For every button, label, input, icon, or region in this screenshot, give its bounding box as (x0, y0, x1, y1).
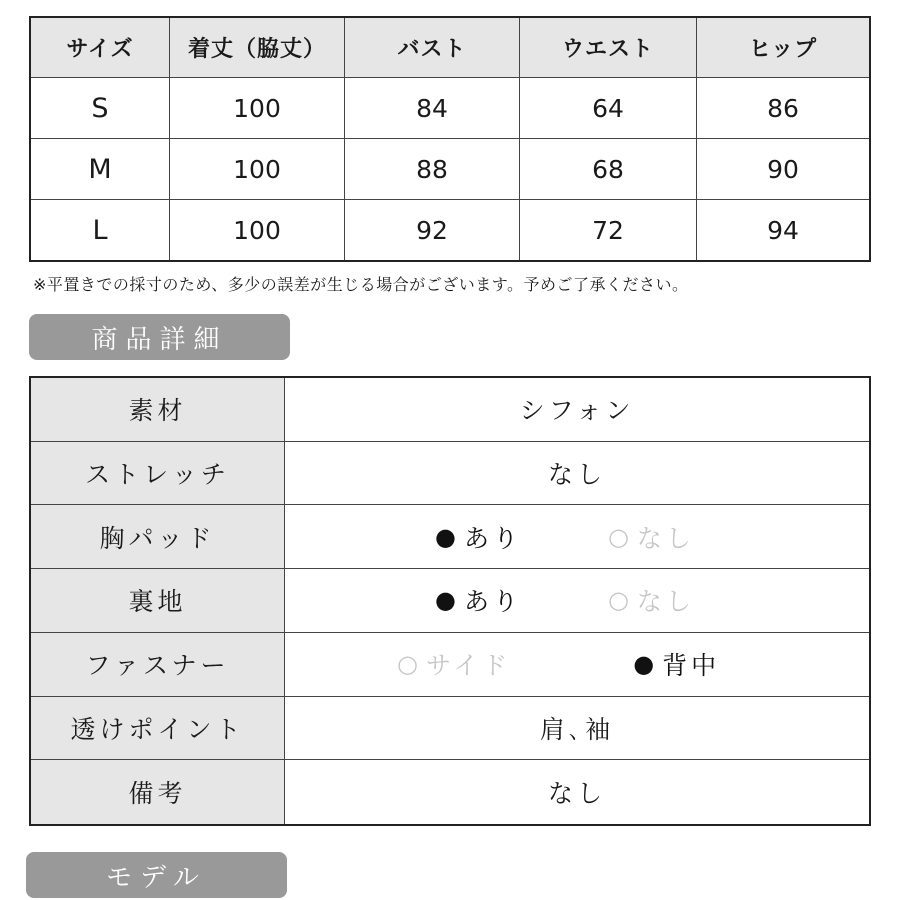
empty-circle-icon: ○ (607, 586, 633, 615)
detail-table (29, 376, 871, 826)
size-m-hip: 90 (697, 139, 869, 200)
material-label: 素材 (31, 378, 285, 442)
size-m-length: 100 (170, 139, 345, 200)
fastener-option-side (397, 646, 511, 682)
material-value: シフォン (285, 378, 869, 442)
chest-pad-option-no-text: なし (636, 523, 695, 553)
chest-pad-option-no (608, 519, 695, 555)
size-s-bust: 84 (345, 78, 520, 139)
fastener-option-side-text: サイド (425, 651, 512, 681)
fastener-option-back (633, 646, 720, 682)
size-s-label: S (31, 78, 170, 139)
filled-circle-icon: ● (435, 522, 460, 551)
stretch-label: ストレッチ (31, 442, 285, 506)
sheer-label: 透けポイント (31, 697, 285, 761)
sheer-value: 肩､袖 (285, 697, 869, 761)
header-waist: ウエスト (520, 18, 697, 78)
remarks-label: 備考 (31, 760, 285, 824)
size-s-length: 100 (170, 78, 345, 139)
size-table (29, 16, 871, 262)
lining-options (285, 569, 869, 633)
section-title-details: 商品詳細 (29, 314, 290, 360)
size-s-waist: 64 (520, 78, 697, 139)
fastener-option-back-text: 背中 (662, 651, 721, 681)
size-m-waist: 68 (520, 139, 697, 200)
header-length: 着丈（脇丈） (170, 18, 345, 78)
size-m-bust: 88 (345, 139, 520, 200)
size-s-hip: 86 (697, 78, 869, 139)
empty-circle-icon: ○ (397, 650, 422, 679)
chest-pad-option-yes-text: あり (463, 523, 522, 553)
remarks-value: なし (547, 779, 606, 809)
lining-option-yes-text: あり (463, 587, 522, 617)
lining-option-no-text: なし (636, 587, 695, 617)
size-l-waist: 72 (520, 200, 697, 260)
section-title-model: モデル (26, 852, 287, 898)
measurement-note: ※平置きでの採寸のため、多少の誤差が生じる場合がございます。予めご了承ください。 (33, 275, 689, 294)
filled-circle-icon: ● (633, 650, 659, 679)
chest-pad-option-yes (435, 519, 522, 555)
lining-label: 裏地 (31, 569, 285, 633)
size-l-bust: 92 (345, 200, 520, 260)
chest-pad-options (285, 505, 869, 569)
size-m-label: M (31, 139, 170, 200)
stretch-value: なし (285, 442, 869, 506)
filled-circle-icon: ● (435, 586, 460, 615)
header-bust: バスト (345, 18, 520, 78)
empty-circle-icon: ○ (607, 522, 633, 551)
size-l-length: 100 (170, 200, 345, 260)
size-l-label: L (31, 200, 170, 260)
chest-pad-label: 胸パッド (31, 505, 285, 569)
lining-option-no (608, 582, 695, 618)
header-size: サイズ (31, 18, 170, 78)
fastener-label: ファスナー (31, 633, 285, 697)
header-hip: ヒップ (697, 18, 869, 78)
fastener-options (285, 633, 869, 697)
size-l-hip: 94 (767, 215, 799, 245)
lining-option-yes (435, 582, 522, 618)
